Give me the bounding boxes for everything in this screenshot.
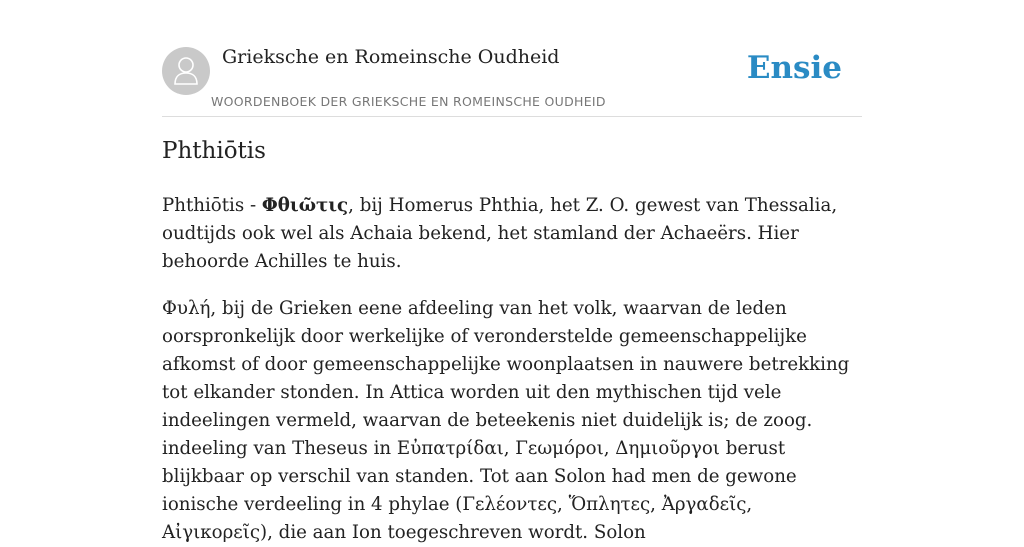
user-silhouette-icon [172,56,200,86]
avatar[interactable] [162,47,210,95]
entry-definition: , bij Homerus Phthia, het Z. O. gewest van Thessalia, oudtijds ook wel als Achaia bekend, het stamland der Achaeërs. Hier behoorde Achilles te huis. [162,195,838,272]
article-paragraph-2: Φυλή, bij de Grieken eene afdeeling van het volk, waarvan de leden oorspronkelijk door werkelijke of veronderstelde gemeenschappelijke afkomst of door gemeenschappelijke woonplaatsen in nauwere betrekking tot elkander stonden. In Attica worden uit den mythischen tijd vele indeelingen vermeld, waarvan de beteekenis niet duidelijk is; de zoog. indeeling van Theseus in Εὐπατρίδαι, Γεωμόροι, Δημιοῦργοι berust blijkbaar op verschil van standen. Tot aan Solon had men de gewone ionische verdeeling in 4 phylae (Γελέοντες, Ὅπλητες, Ἀργαδεῖς, Αἰγικορεῖς), die aan Ion toegeschreven wordt. Solon [162,298,850,543]
source-title[interactable]: Grieksche en Romeinsche Oudheid [222,46,560,68]
article-title: Phthiōtis [162,138,266,164]
entry-greek-term: Φθιῶτις [261,195,349,216]
ensie-logo-link[interactable]: Ensie [746,50,842,86]
article-paragraph-1 [162,192,862,276]
source-subtitle: WOORDENBOEK DER GRIEKSCHE EN ROMEINSCHE OUDHEID [211,94,606,109]
source-header [162,0,862,117]
entry-separator: - [244,195,262,216]
entry-term: Phthiōtis [162,195,245,216]
page-container [162,0,862,543]
